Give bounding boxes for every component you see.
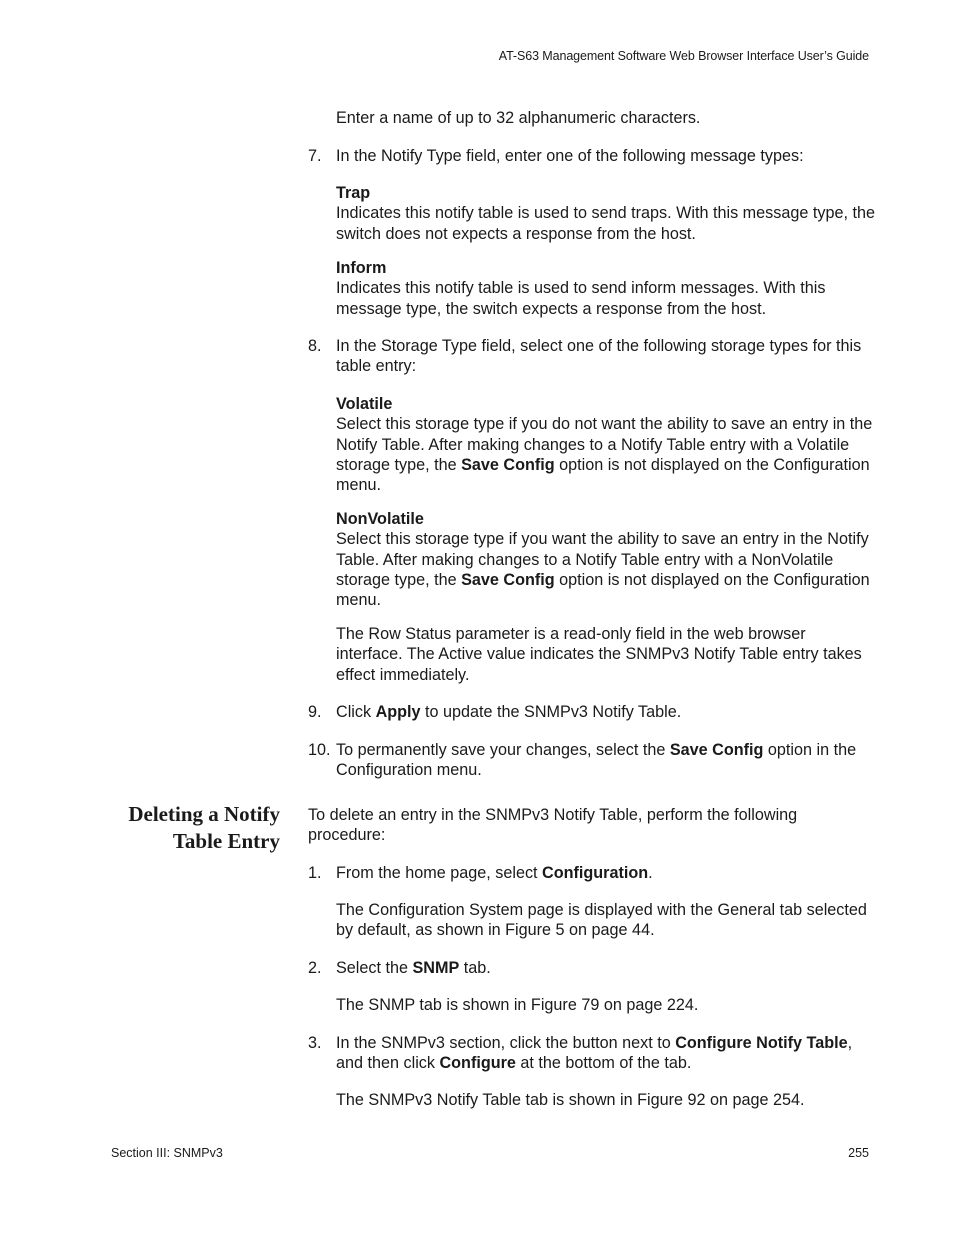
step-number: 7. (308, 147, 322, 165)
definition-inform (336, 258, 876, 319)
definition-text: Indicates this notify table is used to send inform messages. With this message type, the switch expects a response from the host. (336, 279, 826, 318)
footer-section: Section III: SNMPv3 (111, 1146, 223, 1160)
step-number: 8. (308, 337, 322, 355)
definition-volatile: Volatile Select this storage type if you do not want the ability to save an entry in the Notify Table. After making changes to a Notify Table entry with a Volatile storage type, the Save Config option is not displayed on the Configuration menu. (336, 395, 873, 495)
intro-text: Enter a name of up to 32 alphanumeric characters. (336, 109, 701, 127)
definition-nonvolatile: NonVolatile Select this storage type if you want the ability to save an entry in the Notify Table. After making changes to a Notify Table entry with a NonVolatile storage type, the Save Config option is not displayed on the Configuration menu. (336, 510, 870, 610)
step-text: In the Storage Type field, select one of the following storage types for this table entry: (336, 337, 862, 376)
section-intro: To delete an entry in the SNMPv3 Notify Table, perform the following procedure: (308, 806, 798, 845)
term-nonvolatile: NonVolatile (336, 510, 424, 528)
step-number: 2. (308, 959, 322, 977)
step-text: To permanently save your changes, select the Save Config option in the Configuration menu. (336, 741, 857, 780)
step-text: From the home page, select Configuration. (336, 864, 653, 882)
step-text: In the Notify Type field, enter one of the following message types: (336, 147, 804, 165)
step-number: 10. (308, 741, 331, 759)
step-number: 1. (308, 864, 322, 882)
definition-trap (336, 183, 876, 244)
definition-text: Indicates this notify table is used to send traps. With this message type, the switch does not expects a response from the host. (336, 204, 875, 243)
step-text: Click Apply to update the SNMPv3 Notify Table. (336, 703, 682, 721)
term-inform: Inform (336, 259, 387, 277)
step-number: 9. (308, 703, 322, 721)
step-number: 3. (308, 1034, 322, 1052)
running-header: AT-S63 Management Software Web Browser Interface User’s Guide (498, 49, 869, 63)
term-trap: Trap (336, 184, 371, 202)
step-text: In the SNMPv3 section, click the button next to Configure Notify Table, and then click Configure at the bottom of the tab. (336, 1034, 853, 1073)
section-heading: Deleting a Notify Table Entry (128, 802, 280, 853)
page-number: 255 (848, 1146, 869, 1160)
term-volatile: Volatile (336, 395, 393, 413)
note-text: The Configuration System page is displayed with the General tab selected by default, as shown in Figure 5 on page 44. (336, 901, 867, 940)
step-text: Select the SNMP tab. (336, 959, 491, 977)
note-text: The SNMP tab is shown in Figure 79 on page 224. (336, 996, 699, 1014)
note-text: The SNMPv3 Notify Table tab is shown in Figure 92 on page 254. (336, 1091, 805, 1109)
note-text: The Row Status parameter is a read-only field in the web browser interface. The Active value indicates the SNMPv3 Notify Table entry takes effect immediately. (336, 625, 862, 684)
